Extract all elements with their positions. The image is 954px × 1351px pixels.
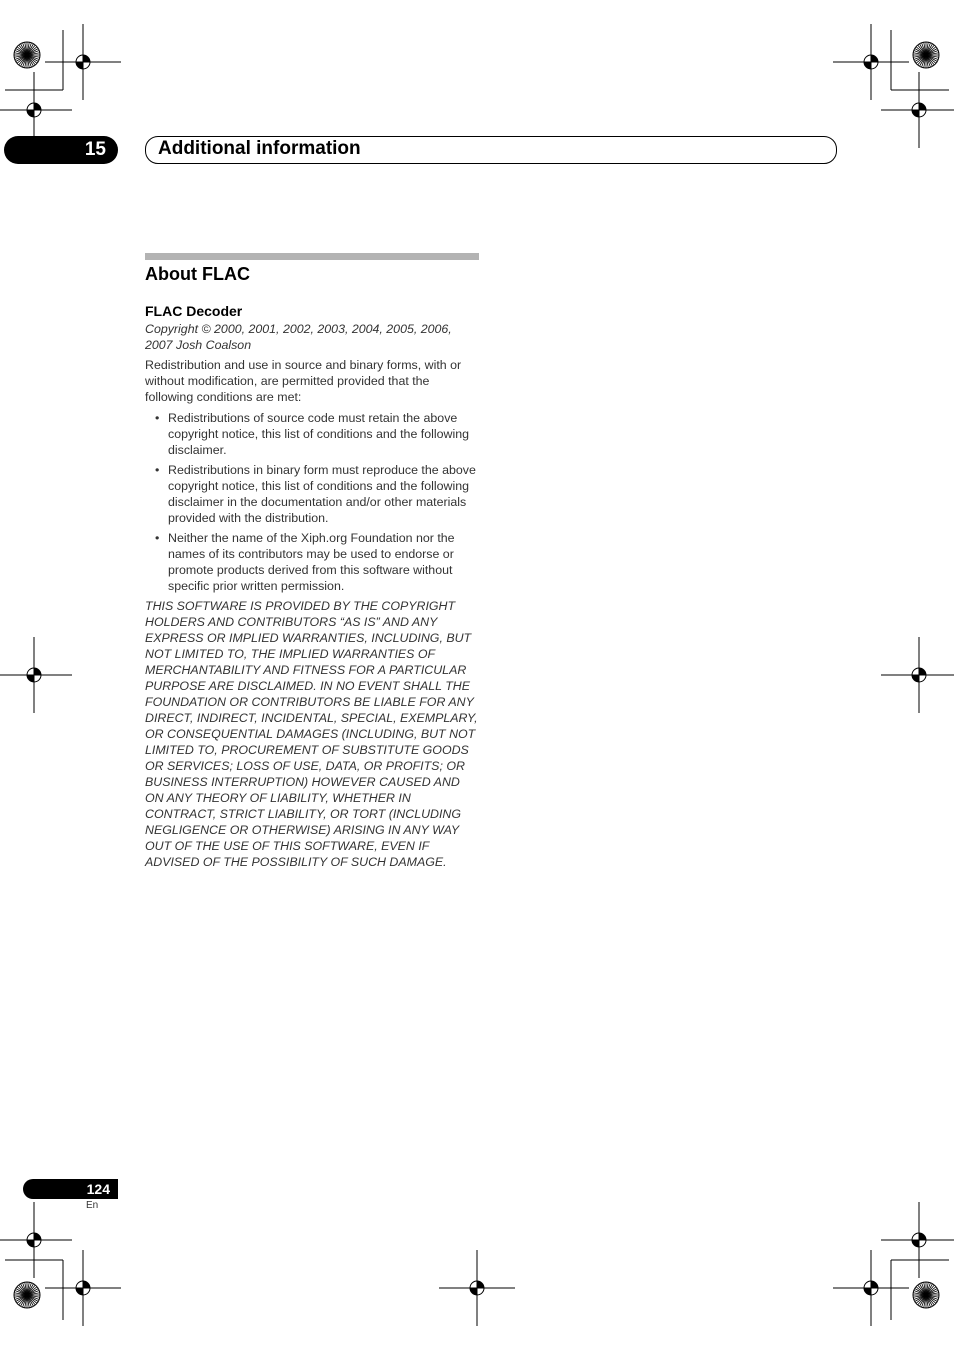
chapter-number: 15 [84, 139, 106, 160]
bullet-icon: • [155, 463, 160, 477]
page-number-tab [23, 1179, 118, 1199]
list-item-text: Neither the name of the Xiph.org Foundation nor the names of its contributors may be used to endorse or promote products derived from this software without specific prior written permission. [168, 531, 455, 593]
body-column [145, 321, 479, 870]
intro-paragraph: Redistribution and use in source and binary forms, with or without modification, are permitted provided that the following conditions are met: [145, 358, 462, 404]
registration-target-icon [439, 1250, 515, 1326]
section-title: About FLAC [145, 264, 250, 284]
list-item [145, 410, 479, 458]
color-starburst-icon [913, 1282, 939, 1308]
registration-target-icon [881, 1202, 954, 1278]
bullet-icon: • [155, 411, 160, 425]
color-starburst-icon [14, 42, 40, 68]
bullet-icon: • [155, 531, 160, 545]
registration-target-icon [0, 1202, 72, 1278]
language-code: En [86, 1200, 99, 1211]
list-item-text: Redistributions in binary form must reproduce the above copyright notice, this list of conditions and the following disclaimer in the documentation and/or other materials provided with the distribution. [168, 463, 476, 525]
registration-target-icon [833, 1250, 909, 1326]
registration-target-icon [881, 637, 954, 713]
color-starburst-icon [14, 1282, 40, 1308]
chapter-title-bar [145, 136, 837, 164]
registration-target-icon [45, 1250, 121, 1326]
list-item [145, 462, 479, 526]
copyright-notice: Copyright © 2000, 2001, 2002, 2003, 2004, 2005, 2006, 2007 Josh Coalson [145, 322, 452, 352]
chapter-number-tab [4, 136, 118, 164]
subsection-title: FLAC Decoder [145, 303, 243, 319]
color-starburst-icon [913, 42, 939, 68]
registration-target-icon [0, 637, 72, 713]
list-item-text: Redistributions of source code must retain the above copyright notice, this list of conditions and the following disclaimer. [168, 411, 469, 457]
registration-target-icon [833, 24, 909, 100]
conditions-list [145, 410, 479, 594]
list-item [145, 530, 479, 594]
section-rule [145, 253, 479, 260]
chapter-title: Additional information [158, 138, 361, 159]
registration-target-icon [881, 72, 954, 148]
registration-target-icon [45, 24, 121, 100]
disclaimer-paragraph: THIS SOFTWARE IS PROVIDED BY THE COPYRIGHT HOLDERS AND CONTRIBUTORS “AS IS” AND ANY EXPRESS OR IMPLIED WARRANTIES, INCLUDING, BUT NOT LIMITED TO, THE IMPLIED WARRANTIES OF MERCHANTABILITY AND FITNESS FOR A PARTICULAR PURPOSE ARE DISCLAIMED. IN NO EVENT SHALL THE FOUNDATION OR CONTRIBUTORS BE LIABLE FOR ANY DIRECT, INDIRECT, INCIDENTAL, SPECIAL, EXEMPLARY, OR CONSEQUENTIAL DAMAGES (INCLUDING, BUT NOT LIMITED TO, PROCUREMENT OF SUBSTITUTE GOODS OR SERVICES; LOSS OF USE, DATA, OR PROFITS; OR BUSINESS INTERRUPTION) HOWEVER CAUSED AND ON ANY THEORY OF LIABILITY, WHETHER IN CONTRACT, STRICT LIABILITY, OR TORT (INCLUDING NEGLIGENCE OR OTHERWISE) ARISING IN ANY WAY OUT OF THE USE OF THIS SOFTWARE, EVEN IF ADVISED OF THE POSSIBILITY OF SUCH DAMAGE. [145, 599, 478, 869]
page-number: 124 [86, 1181, 110, 1197]
